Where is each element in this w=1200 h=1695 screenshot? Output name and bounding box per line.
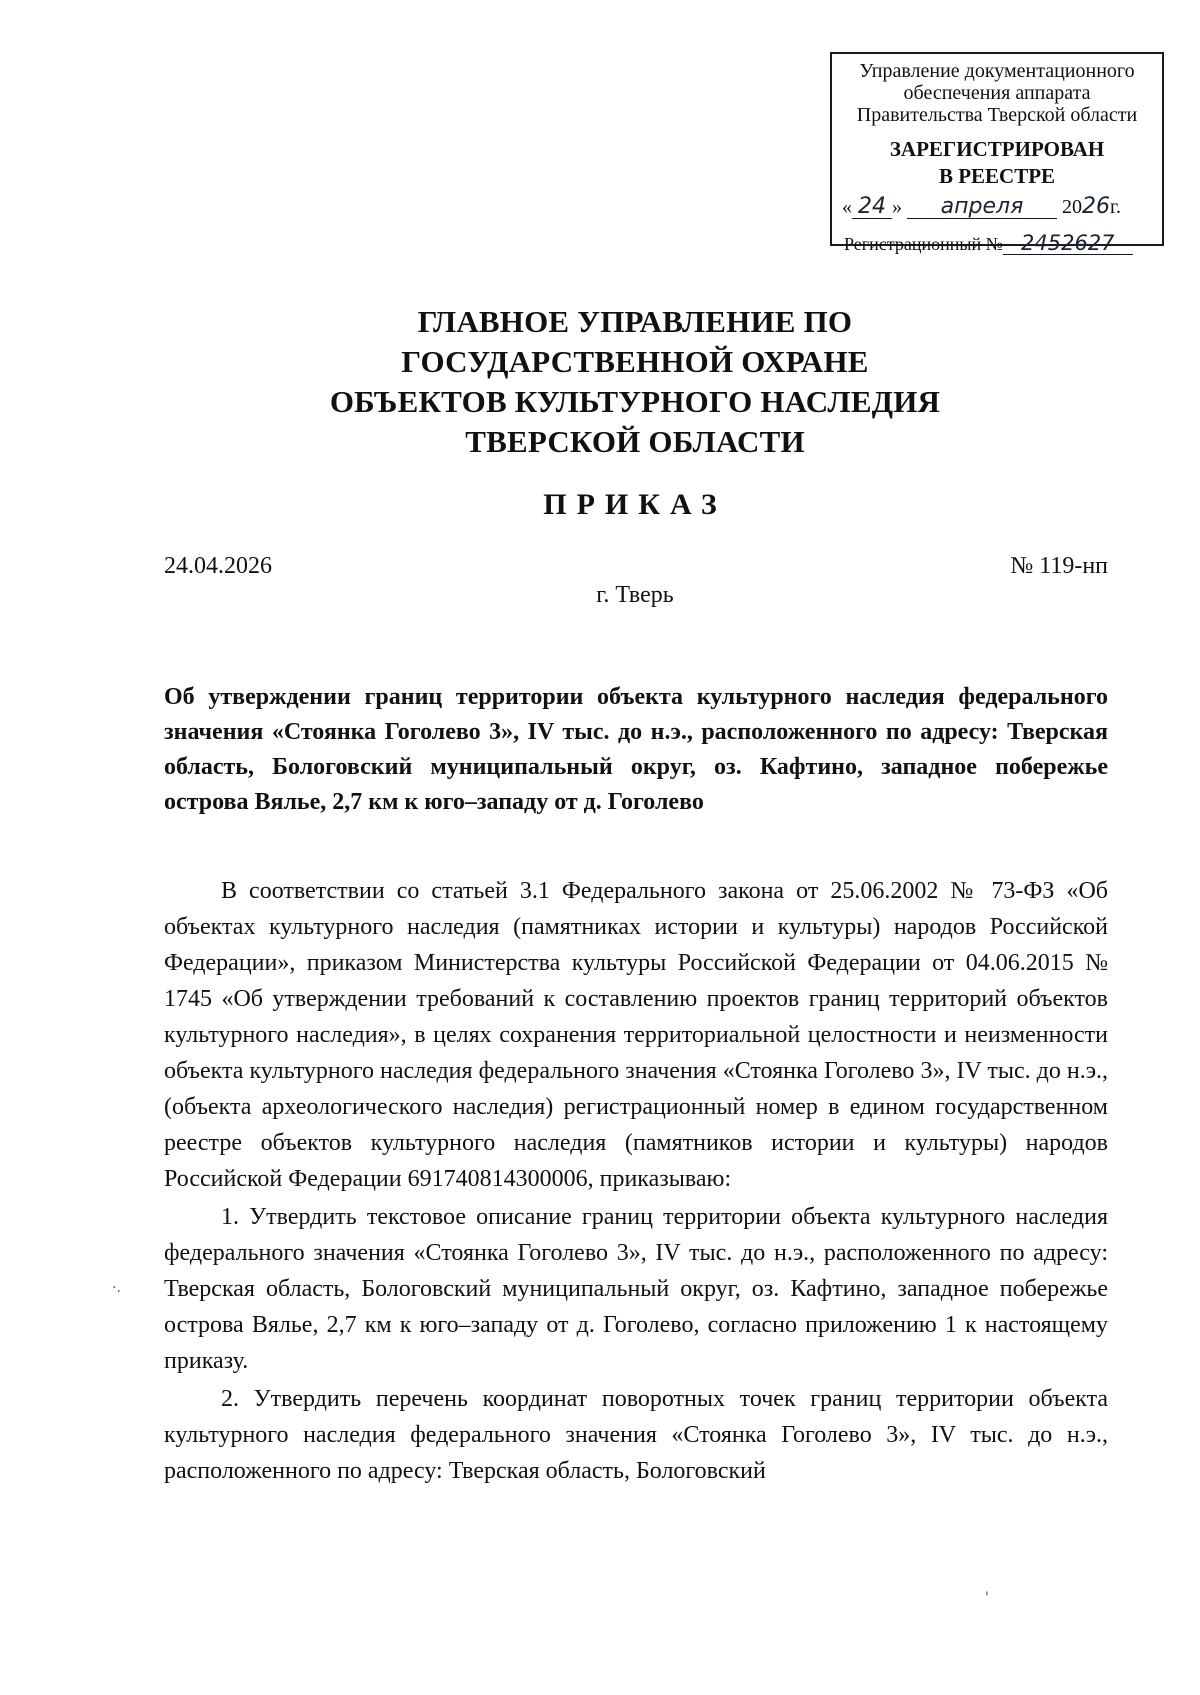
- document-type-title: ПРИКАЗ: [543, 488, 727, 521]
- stamp-date-year-prefix: 20: [1062, 196, 1082, 218]
- stamp-date-row: « 24 » апреля 2026г.: [842, 194, 1121, 219]
- scan-speck: ': [985, 1590, 989, 1606]
- stamp-line-2: обеспечения аппарата: [903, 82, 1091, 104]
- org-line-1: ГЛАВНОЕ УПРАВЛЕНИЕ ПО: [417, 304, 853, 339]
- stamp-date-year-suffix: 26: [1082, 194, 1110, 219]
- stamp-line-1: Управление документационного: [859, 60, 1135, 82]
- item-2-paragraph: 2. Утвердить перечень координат поворотных точек границ территории объекта культурного наследия федерального значения «Стоянка Гоголево 3», IV тыс. до н.э., расположенного по адресу: Тверская область, Бологовский: [164, 1386, 1108, 1484]
- order-body: [164, 873, 1108, 1489]
- stamp-reg-number: 24526̶27: [1003, 232, 1133, 255]
- stamp-date-month: апреля: [907, 196, 1057, 219]
- stamp-date-day: 24: [852, 196, 892, 219]
- stamp-registration-row: [844, 232, 1156, 255]
- order-subject: Об утверждении границ территории объекта культурного наследия федерального значения «Стоянка Гоголево 3», IV тыс. до н.э., расположенного по адресу: Тверская область, Бологовский муниципальный округ, оз. Кафтино, западное побережье острова Вялье, 2,7 км к юго–западу от д. Гоголево: [164, 684, 1108, 815]
- org-line-4: ТВЕРСКОЙ ОБЛАСТИ: [465, 424, 805, 459]
- stamp-status-line-2: В РЕЕСТРЕ: [938, 164, 1056, 188]
- org-line-2: ГОСУДАРСТВЕННОЙ ОХРАНЕ: [401, 344, 869, 379]
- registration-stamp: [830, 52, 1164, 255]
- org-line-3: ОБЪЕКТОВ КУЛЬТУРНОГО НАСЛЕДИЯ: [329, 384, 941, 419]
- order-city: г. Тверь: [596, 582, 674, 608]
- order-date: 24.04.2026: [164, 553, 272, 579]
- preamble-paragraph: В соответствии со статьей 3.1 Федерального закона от 25.06.2002 № 73-ФЗ «Об объектах культурного наследия (памятниках истории и культуры) народов Российской Федерации», приказом Министерства культуры Российской Федерации от 04.06.2015 № 1745 «Об утверждении требований к составлению проектов границ территорий объектов культурного наследия», в целях сохранения территориальной целостности и неизменности объекта культурного наследия федерального значения «Стоянка Гоголево 3», IV тыс. до н.э., (объекта археологического наследия) регистрационный номер в едином государственном реестре объектов культурного наследия (памятников истории и культуры) народов Российской Федерации 691740814300006, приказываю:: [164, 878, 1108, 1192]
- stamp-reg-label: Регистрационный №: [844, 234, 1003, 254]
- organization-name: [200, 302, 1070, 462]
- stamp-status-line-1: ЗАРЕГИСТРИРОВАН: [889, 137, 1105, 161]
- scan-speck: ·.: [112, 1280, 121, 1296]
- order-number: № 119-нп: [1010, 553, 1108, 579]
- stamp-line-3: Правительства Тверской области: [856, 104, 1138, 126]
- item-1-paragraph: 1. Утвердить текстовое описание границ территории объекта культурного наследия федерального значения «Стоянка Гоголево 3», IV тыс. до н.э., расположенного по адресу: Тверская область, Бологовский муниципальный округ, оз. Кафтино, западное побережье острова Вялье, 2,7 км к юго–западу от д. Гоголево, согласно приложению 1 к настоящему приказу.: [164, 1204, 1108, 1374]
